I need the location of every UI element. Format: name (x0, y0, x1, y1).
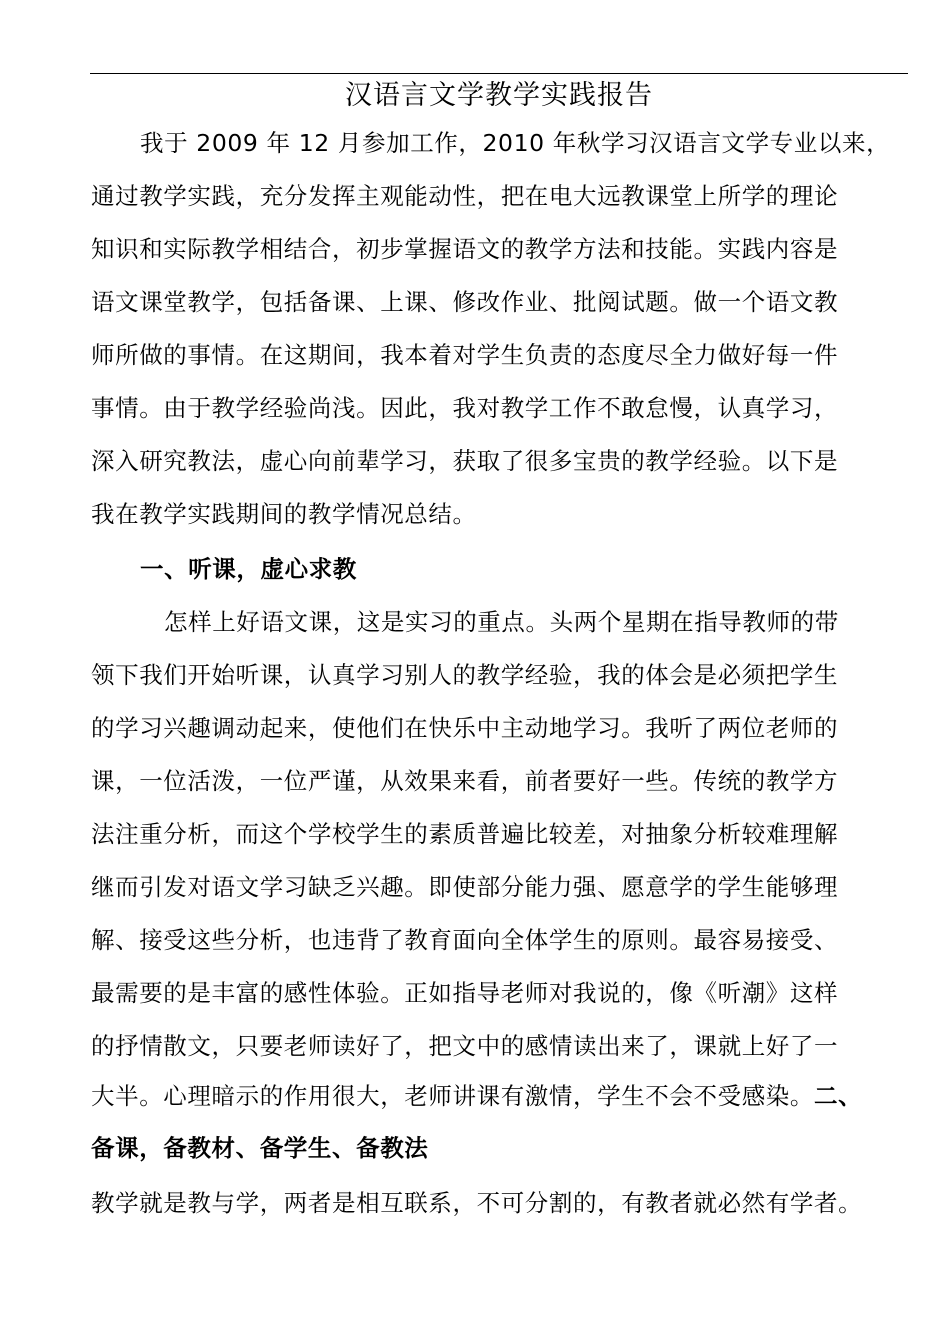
intro-line-2: 通过教学实践，充分发挥主观能动性，把在电大远教课堂上所学的理论 (91, 182, 839, 210)
section-1-heading: 一、听课，虚心求教 (140, 555, 357, 583)
section-2-number: 二、 (814, 1082, 863, 1110)
section-1-line-1: 怎样上好语文课，这是实习的重点。头两个星期在指导教师的带 (164, 608, 839, 636)
intro-line-5: 师所做的事情。在这期间，我本着对学生负责的态度尽全力做好每一件 (91, 341, 839, 369)
section-1-line-5: 法注重分析，而这个学校学生的素质普遍比较差，对抽象分析较难理解 (91, 820, 839, 848)
section-1-line-4: 课，一位活泼，一位严谨，从效果来看，前者要好一些。传统的教学方 (91, 767, 839, 795)
section-1-final-text: 大半。心理暗示的作用很大，老师讲课有激情，学生不会不受感染。 (91, 1082, 814, 1110)
intro-line-6: 事情。由于教学经验尚浅。因此，我对教学工作不敢怠慢，认真学习， (91, 394, 839, 422)
section-1-line-8: 最需要的是丰富的感性体验。正如指导老师对我说的，像《听潮》这样 (91, 979, 839, 1007)
section-1-line-3: 的学习兴趣调动起来，使他们在快乐中主动地学习。我听了两位老师的 (91, 714, 839, 742)
section-1-line-7: 解、接受这些分析，也违背了教育面向全体学生的原则。最容易接受、 (91, 926, 839, 954)
section-1-line-2: 领下我们开始听课，认真学习别人的教学经验，我的体会是必须把学生 (91, 661, 839, 689)
section-2-line-1: 教学就是教与学，两者是相互联系，不可分割的，有教者就必然有学者。 (91, 1189, 863, 1217)
intro-line-8: 我在教学实践期间的教学情况总结。 (91, 500, 477, 528)
document-title: 汉语言文学教学实践报告 (345, 80, 653, 111)
section-1-final-line (91, 1079, 862, 1113)
section-1-line-6: 继而引发对语文学习缺乏兴趣。即使部分能力强、愿意学的学生能够理 (91, 873, 839, 901)
header-rule (90, 73, 908, 74)
intro-line-1: 我于 2009 年 12 月参加工作，2010 年秋学习汉语言文学专业以来， (140, 129, 891, 157)
section-2-heading: 备课，备教材、备学生、备教法 (91, 1134, 429, 1162)
intro-line-7: 深入研究教法，虚心向前辈学习，获取了很多宝贵的教学经验。以下是 (91, 447, 839, 475)
intro-line-3: 知识和实际教学相结合，初步掌握语文的教学方法和技能。实践内容是 (91, 235, 839, 263)
section-1-line-9: 的抒情散文，只要老师读好了，把文中的感情读出来了，课就上好了一 (91, 1032, 839, 1060)
intro-line-4: 语文课堂教学，包括备课、上课、修改作业、批阅试题。做一个语文教 (91, 288, 839, 316)
